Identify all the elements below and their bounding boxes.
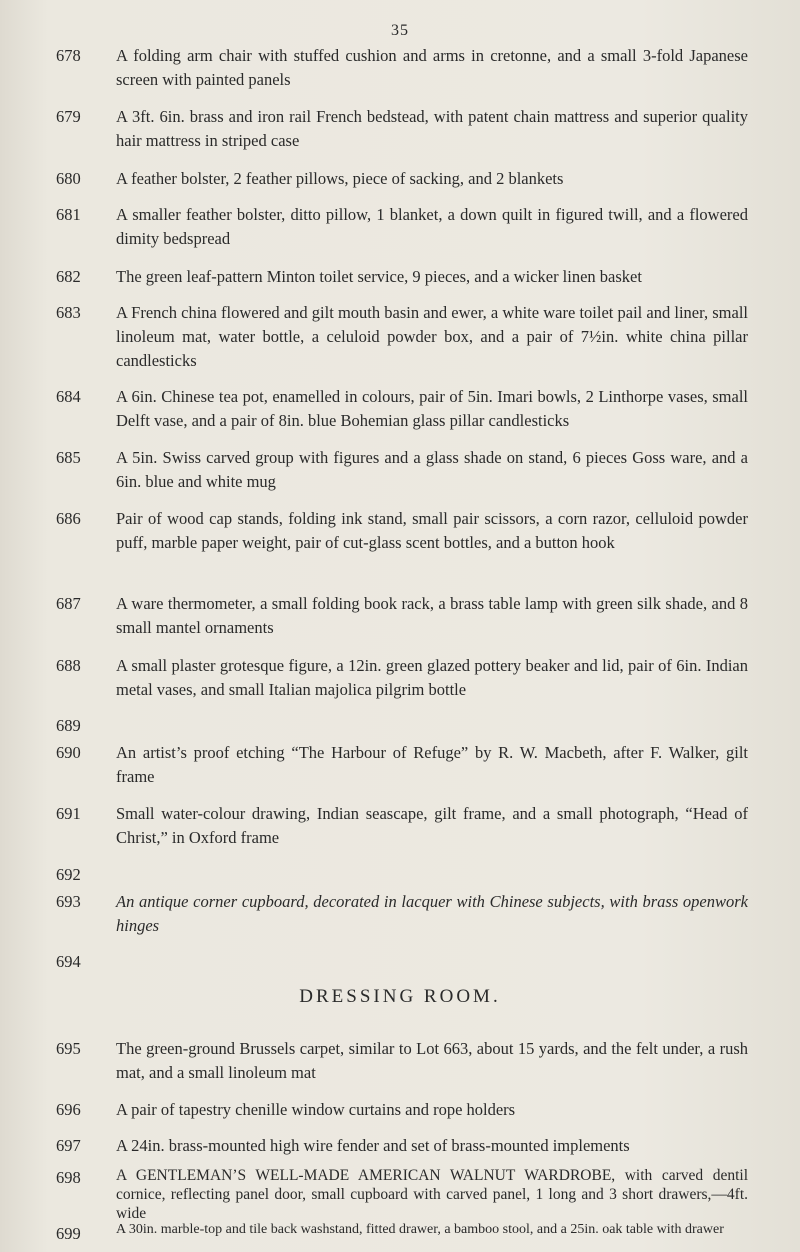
lot-description: A folding arm chair with stuffed cushion and arms in cretonne, and a small 3-fold Japanese screen with painted panels — [116, 46, 748, 89]
lot-number: 685 — [56, 448, 81, 467]
lot-description: A 6in. Chinese tea pot, enamelled in colours, pair of 5in. Imari bowls, 2 Linthorpe vases, small Delft vase, and a pair of 8in. blue Bohemian glass pillar candlesticks — [116, 387, 748, 430]
lot-number: 699 — [56, 1224, 81, 1243]
lot-number: 695 — [56, 1039, 81, 1058]
lot-description: Small water-colour drawing, Indian seascape, gilt frame, and a small photograph, “Head of Christ,” in Oxford frame — [116, 804, 748, 847]
lot-number: 683 — [56, 303, 81, 322]
page-number: 35 — [391, 22, 409, 39]
lot-number: 689 — [56, 716, 81, 735]
lot-number: 681 — [56, 205, 81, 224]
lot-description: An antique corner cupboard, decorated in lacquer with Chinese subjects, with brass openwork hinges — [116, 892, 748, 935]
lot-description: A ware thermometer, a small folding book rack, a brass table lamp with green silk shade, and 8 small mantel ornaments — [116, 594, 748, 637]
lot-number: 697 — [56, 1136, 81, 1155]
lot-number: 678 — [56, 46, 81, 65]
lot-number: 684 — [56, 387, 81, 406]
lot-number: 690 — [56, 743, 81, 762]
lot-number: 692 — [56, 865, 81, 884]
lot-description: A small plaster grotesque figure, a 12in. green glazed pottery beaker and lid, pair of 6in. Indian metal vases, and small Italian majolica pilgrim bottle — [116, 656, 748, 699]
lot-description: A smaller feather bolster, ditto pillow, 1 blanket, a down quilt in figured twill, and a flowered dimity bedspread — [116, 205, 748, 248]
lot-description: A 3ft. 6in. brass and iron rail French bedstead, with patent chain mattress and superior quality hair mattress in striped case — [116, 107, 748, 150]
lot-number: 696 — [56, 1100, 81, 1119]
lot-number: 687 — [56, 594, 81, 613]
lot-description: A 24in. brass-mounted high wire fender and set of brass-mounted implements — [116, 1136, 630, 1155]
lot-number: 694 — [56, 952, 81, 971]
lot-description: The green leaf-pattern Minton toilet service, 9 pieces, and a wicker linen basket — [116, 267, 642, 286]
section-heading: DRESSING ROOM. — [299, 986, 501, 1007]
lot-description: The green-ground Brussels carpet, similar to Lot 663, about 15 yards, and the felt under, a rush mat, and a small linoleum mat — [116, 1039, 748, 1082]
lot-number: 680 — [56, 169, 81, 188]
lot-description: A pair of tapestry chenille window curtains and rope holders — [116, 1100, 516, 1119]
lot-description: Pair of wood cap stands, folding ink stand, small pair scissors, a corn razor, celluloid powder puff, marble paper weight, pair of cut-glass scent bottles, and a button hook — [116, 509, 748, 552]
lot-description: A 30in. marble-top and tile back washstand, fitted drawer, a bamboo stool, and a 25in. oak table with drawer — [116, 1222, 724, 1237]
lot-description: A GENTLEMAN’S WELL-MADE AMERICAN WALNUT WARDROBE, with carved dentil cornice, reflecting panel door, small cupboard with carved panel, 1 long and 3 short drawers,—4ft. wide — [116, 1167, 748, 1222]
lot-number: 682 — [56, 267, 81, 286]
lot-description: A feather bolster, 2 feather pillows, piece of sacking, and 2 blankets — [116, 169, 564, 188]
lot-number: 688 — [56, 656, 81, 675]
lot-description: A 5in. Swiss carved group with figures and a glass shade on stand, 6 pieces Goss ware, and a 6in. blue and white mug — [116, 448, 748, 491]
lot-number: 698 — [56, 1168, 81, 1187]
lot-description: A French china flowered and gilt mouth basin and ewer, a white ware toilet pail and liner, small linoleum mat, water bottle, a celuloid powder box, and a pair of 7½in. white china pillar candlesticks — [116, 303, 748, 370]
lot-description: An artist’s proof etching “The Harbour of Refuge” by R. W. Macbeth, after F. Walker, gilt frame — [116, 743, 748, 786]
lot-number: 686 — [56, 509, 81, 528]
lot-number: 693 — [56, 892, 81, 911]
lot-number: 691 — [56, 804, 81, 823]
lot-number: 679 — [56, 107, 81, 126]
